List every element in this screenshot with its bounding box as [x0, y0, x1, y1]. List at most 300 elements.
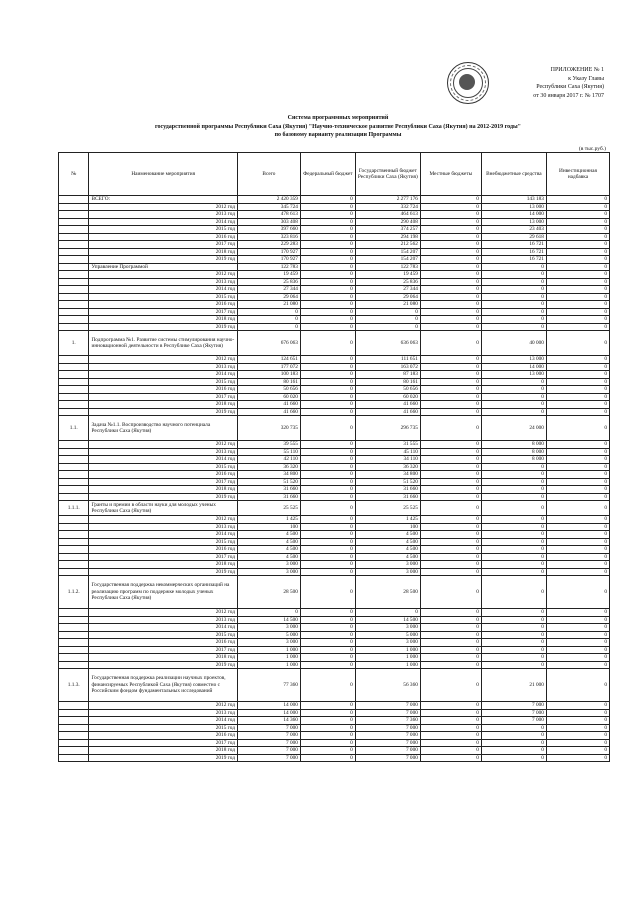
- cell-total: 14 000: [237, 702, 300, 710]
- cell-total: 100 183: [237, 371, 300, 379]
- table-row: [59, 371, 610, 379]
- table-row: [59, 631, 610, 639]
- cell-local: 0: [420, 568, 481, 576]
- table-row: [59, 248, 610, 256]
- cell-federal: 0: [300, 286, 355, 294]
- cell-name: 2014 год: [89, 371, 237, 379]
- cell-extra: 0: [481, 609, 546, 617]
- cell-extra: 0: [481, 301, 546, 309]
- cell-invest: 0: [546, 616, 609, 624]
- cell-name: 2017 год: [89, 646, 237, 654]
- cell-local: 0: [420, 747, 481, 755]
- cell-state: 5 000: [355, 631, 420, 639]
- cell-invest: 0: [546, 568, 609, 576]
- cell-extra: 0: [481, 561, 546, 569]
- cell-name: 2014 год: [89, 456, 237, 464]
- cell-invest: 0: [546, 516, 609, 524]
- col-header-local: Местные бюджеты: [420, 153, 481, 196]
- cell-invest: 0: [546, 378, 609, 386]
- cell-total: 4 500: [237, 531, 300, 539]
- cell-invest: 0: [546, 218, 609, 226]
- col-header-invest: Инвестиционная надбавка: [546, 153, 609, 196]
- cell-federal: 0: [300, 546, 355, 554]
- cell-code: [59, 211, 89, 219]
- cell-code: [59, 616, 89, 624]
- appendix-line: ПРИЛОЖЕНИЕ № 1: [550, 67, 604, 73]
- cell-total: 3 000: [237, 624, 300, 632]
- table-row: [59, 271, 610, 279]
- cell-state: 122 783: [355, 263, 420, 271]
- cell-federal: 0: [300, 747, 355, 755]
- cell-code: 1.1.3.: [59, 669, 89, 702]
- cell-name: 2012 год: [89, 609, 237, 617]
- cell-federal: 0: [300, 356, 355, 364]
- cell-name: 2016 год: [89, 386, 237, 394]
- cell-total: 177 072: [237, 363, 300, 371]
- cell-name: 2013 год: [89, 211, 237, 219]
- cell-local: 0: [420, 196, 481, 204]
- cell-local: 0: [420, 709, 481, 717]
- cell-invest: 0: [546, 661, 609, 669]
- table-row: [59, 301, 610, 309]
- cell-total: 4 500: [237, 546, 300, 554]
- cell-code: [59, 378, 89, 386]
- cell-federal: 0: [300, 441, 355, 449]
- cell-extra: 29 618: [481, 233, 546, 241]
- cell-code: [59, 732, 89, 740]
- cell-name: 2013 год: [89, 616, 237, 624]
- table-row: [59, 739, 610, 747]
- cell-federal: 0: [300, 278, 355, 286]
- cell-state: 3 000: [355, 639, 420, 647]
- table-row: [59, 486, 610, 494]
- cell-total: 31 660: [237, 486, 300, 494]
- cell-total: 41 660: [237, 401, 300, 409]
- cell-local: 0: [420, 393, 481, 401]
- cell-invest: 0: [546, 286, 609, 294]
- cell-state: 4 500: [355, 531, 420, 539]
- cell-extra: 13 000: [481, 203, 546, 211]
- cell-local: 0: [420, 523, 481, 531]
- cell-code: [59, 561, 89, 569]
- cell-federal: 0: [300, 271, 355, 279]
- table-body: [59, 196, 610, 762]
- cell-invest: 0: [546, 646, 609, 654]
- cell-local: 0: [420, 456, 481, 464]
- cell-total: 80 161: [237, 378, 300, 386]
- cell-state: 0: [355, 323, 420, 331]
- cell-invest: 0: [546, 639, 609, 647]
- cell-invest: 0: [546, 331, 609, 356]
- table-row: [59, 576, 610, 609]
- cell-state: 0: [355, 308, 420, 316]
- cell-state: 34 110: [355, 456, 420, 464]
- cell-local: 0: [420, 478, 481, 486]
- cell-state: 296 735: [355, 416, 420, 441]
- cell-code: [59, 301, 89, 309]
- cell-federal: 0: [300, 301, 355, 309]
- cell-state: 87 183: [355, 371, 420, 379]
- cell-state: 31 660: [355, 486, 420, 494]
- cell-code: [59, 463, 89, 471]
- cell-extra: 13 000: [481, 218, 546, 226]
- cell-code: 1.1.: [59, 416, 89, 441]
- cell-extra: 14 000: [481, 363, 546, 371]
- table-row: [59, 441, 610, 449]
- cell-total: 34 800: [237, 471, 300, 479]
- cell-local: 0: [420, 538, 481, 546]
- cell-invest: 0: [546, 448, 609, 456]
- cell-name: 2016 год: [89, 639, 237, 647]
- cell-extra: 0: [481, 523, 546, 531]
- cell-name: 2019 год: [89, 323, 237, 331]
- cell-local: 0: [420, 278, 481, 286]
- table-row: [59, 516, 610, 524]
- cell-federal: 0: [300, 456, 355, 464]
- cell-name: Государственная поддержка реализации научных проектов, финансируемых Республикой Саха (Якутия) совместно с Российским фондом фундаментальных исследований: [89, 669, 237, 702]
- table-row: [59, 356, 610, 364]
- table-row: [59, 478, 610, 486]
- cell-extra: 7 000: [481, 717, 546, 725]
- cell-total: 1 000: [237, 654, 300, 662]
- cell-local: 0: [420, 386, 481, 394]
- cell-code: [59, 371, 89, 379]
- cell-state: 0: [355, 609, 420, 617]
- cell-local: 0: [420, 401, 481, 409]
- table-row: [59, 501, 610, 516]
- cell-name: 2013 год: [89, 523, 237, 531]
- cell-invest: 0: [546, 371, 609, 379]
- cell-state: 45 110: [355, 448, 420, 456]
- cell-local: 0: [420, 724, 481, 732]
- cell-name: 2018 год: [89, 747, 237, 755]
- cell-name: 2012 год: [89, 702, 237, 710]
- col-header-state: Государственный бюджет Республики Саха (Якутия): [355, 153, 420, 196]
- cell-federal: 0: [300, 568, 355, 576]
- cell-local: 0: [420, 301, 481, 309]
- table-row: [59, 754, 610, 762]
- cell-name: 2017 год: [89, 241, 237, 249]
- cell-extra: 0: [481, 401, 546, 409]
- cell-invest: 0: [546, 226, 609, 234]
- cell-total: 36 320: [237, 463, 300, 471]
- cell-code: 1.1.2.: [59, 576, 89, 609]
- cell-state: 0: [355, 316, 420, 324]
- cell-invest: 0: [546, 471, 609, 479]
- cell-federal: 0: [300, 196, 355, 204]
- cell-state: 163 072: [355, 363, 420, 371]
- cell-code: [59, 316, 89, 324]
- cell-extra: 0: [481, 631, 546, 639]
- table-row: [59, 646, 610, 654]
- cell-extra: 0: [481, 278, 546, 286]
- cell-federal: 0: [300, 386, 355, 394]
- cell-code: [59, 363, 89, 371]
- cell-extra: 0: [481, 271, 546, 279]
- table-row: [59, 226, 610, 234]
- cell-state: 1 000: [355, 654, 420, 662]
- cell-federal: 0: [300, 531, 355, 539]
- cell-extra: 8 000: [481, 441, 546, 449]
- cell-code: [59, 739, 89, 747]
- cell-invest: 0: [546, 196, 609, 204]
- cell-state: 7 000: [355, 739, 420, 747]
- table-row: [59, 724, 610, 732]
- cell-federal: 0: [300, 408, 355, 416]
- cell-local: 0: [420, 646, 481, 654]
- cell-local: 0: [420, 203, 481, 211]
- cell-local: 0: [420, 631, 481, 639]
- cell-code: [59, 631, 89, 639]
- cell-local: 0: [420, 233, 481, 241]
- cell-code: [59, 233, 89, 241]
- cell-total: 31 660: [237, 493, 300, 501]
- cell-local: 0: [420, 256, 481, 264]
- cell-state: 294 198: [355, 233, 420, 241]
- cell-code: [59, 218, 89, 226]
- cell-federal: 0: [300, 523, 355, 531]
- cell-federal: 0: [300, 308, 355, 316]
- cell-code: [59, 724, 89, 732]
- cell-local: 0: [420, 501, 481, 516]
- cell-name: Подпрограмма №1. Развитие системы стимулирования научно-инновационной деятельности в Республике Саха (Якутия): [89, 331, 237, 356]
- cell-federal: 0: [300, 561, 355, 569]
- cell-total: 0: [237, 308, 300, 316]
- table-row: [59, 747, 610, 755]
- cell-name: 2018 год: [89, 401, 237, 409]
- appendix-line: к Указу Главы: [568, 75, 604, 82]
- cell-total: 55 110: [237, 448, 300, 456]
- cell-code: [59, 568, 89, 576]
- cell-extra: 16 721: [481, 248, 546, 256]
- cell-invest: 0: [546, 501, 609, 516]
- cell-name: 2016 год: [89, 233, 237, 241]
- cell-code: [59, 654, 89, 662]
- cell-federal: 0: [300, 316, 355, 324]
- cell-state: 111 651: [355, 356, 420, 364]
- table-row: [59, 293, 610, 301]
- cell-total: 5 000: [237, 631, 300, 639]
- appendix-note: [533, 66, 604, 100]
- cell-state: 80 161: [355, 378, 420, 386]
- cell-federal: 0: [300, 538, 355, 546]
- cell-federal: 0: [300, 493, 355, 501]
- cell-name: 2013 год: [89, 278, 237, 286]
- cell-invest: 0: [546, 493, 609, 501]
- cell-federal: 0: [300, 724, 355, 732]
- cell-total: 77 360: [237, 669, 300, 702]
- cell-name: 2015 год: [89, 378, 237, 386]
- cell-local: 0: [420, 271, 481, 279]
- cell-total: 25 525: [237, 501, 300, 516]
- cell-local: 0: [420, 323, 481, 331]
- cell-invest: 0: [546, 754, 609, 762]
- cell-code: [59, 226, 89, 234]
- cell-state: 212 562: [355, 241, 420, 249]
- cell-federal: 0: [300, 732, 355, 740]
- table-row: [59, 378, 610, 386]
- table-row: [59, 523, 610, 531]
- cell-invest: 0: [546, 654, 609, 662]
- cell-total: 7 000: [237, 754, 300, 762]
- cell-total: 28 500: [237, 576, 300, 609]
- cell-total: 124 651: [237, 356, 300, 364]
- table-row: [59, 263, 610, 271]
- cell-total: 122 783: [237, 263, 300, 271]
- cell-name: 2015 год: [89, 293, 237, 301]
- cell-local: 0: [420, 661, 481, 669]
- cell-name: 2014 год: [89, 624, 237, 632]
- cell-total: 170 927: [237, 248, 300, 256]
- table-row: [59, 709, 610, 717]
- cell-local: 0: [420, 702, 481, 710]
- cell-local: 0: [420, 316, 481, 324]
- cell-code: [59, 308, 89, 316]
- title-line: Система программных мероприятий: [287, 115, 389, 121]
- table-row: [59, 408, 610, 416]
- cell-state: 51 520: [355, 478, 420, 486]
- cell-code: [59, 203, 89, 211]
- cell-local: 0: [420, 211, 481, 219]
- cell-code: [59, 523, 89, 531]
- cell-name: 2017 год: [89, 393, 237, 401]
- table-header-row: [59, 153, 610, 196]
- cell-invest: 0: [546, 531, 609, 539]
- cell-total: 41 660: [237, 408, 300, 416]
- cell-code: [59, 531, 89, 539]
- cell-total: 0: [237, 609, 300, 617]
- cell-invest: 0: [546, 463, 609, 471]
- cell-name: 2019 год: [89, 754, 237, 762]
- cell-local: 0: [420, 248, 481, 256]
- cell-code: [59, 538, 89, 546]
- cell-code: [59, 271, 89, 279]
- cell-extra: 0: [481, 286, 546, 294]
- cell-code: [59, 624, 89, 632]
- cell-name: Гранты и премии в области науки для молодых ученых Республики Саха (Якутия): [89, 501, 237, 516]
- cell-name: 2018 год: [89, 561, 237, 569]
- cell-state: 50 656: [355, 386, 420, 394]
- cell-extra: 0: [481, 263, 546, 271]
- cell-total: 229 283: [237, 241, 300, 249]
- cell-total: 7 000: [237, 739, 300, 747]
- cell-code: 1.: [59, 331, 89, 356]
- cell-invest: 0: [546, 538, 609, 546]
- cell-state: 34 800: [355, 471, 420, 479]
- col-header-federal: Федеральный бюджет: [300, 153, 355, 196]
- cell-local: 0: [420, 561, 481, 569]
- cell-total: 39 555: [237, 441, 300, 449]
- cell-state: 7 000: [355, 724, 420, 732]
- cell-invest: 0: [546, 278, 609, 286]
- cell-extra: 0: [481, 538, 546, 546]
- cell-total: 3 000: [237, 568, 300, 576]
- cell-federal: 0: [300, 616, 355, 624]
- cell-total: 7 000: [237, 747, 300, 755]
- cell-local: 0: [420, 286, 481, 294]
- cell-invest: 0: [546, 441, 609, 449]
- cell-federal: 0: [300, 709, 355, 717]
- cell-federal: 0: [300, 293, 355, 301]
- table-row: [59, 561, 610, 569]
- cell-extra: 7 000: [481, 702, 546, 710]
- cell-local: 0: [420, 732, 481, 740]
- cell-code: [59, 401, 89, 409]
- cell-extra: 0: [481, 386, 546, 394]
- table-row: [59, 463, 610, 471]
- cell-code: [59, 646, 89, 654]
- cell-code: [59, 196, 89, 204]
- cell-local: 0: [420, 441, 481, 449]
- cell-invest: 0: [546, 486, 609, 494]
- cell-state: 3 000: [355, 561, 420, 569]
- cell-invest: 0: [546, 248, 609, 256]
- cell-name: 2013 год: [89, 709, 237, 717]
- cell-invest: 0: [546, 747, 609, 755]
- cell-extra: 0: [481, 463, 546, 471]
- cell-local: 0: [420, 739, 481, 747]
- cell-state: 7 360: [355, 717, 420, 725]
- cell-local: 0: [420, 654, 481, 662]
- cell-local: 0: [420, 531, 481, 539]
- cell-extra: 8 000: [481, 448, 546, 456]
- cell-invest: 0: [546, 609, 609, 617]
- cell-code: [59, 493, 89, 501]
- cell-name: 2012 год: [89, 516, 237, 524]
- col-header-name: Наименование мероприятия: [89, 153, 237, 196]
- cell-local: 0: [420, 486, 481, 494]
- cell-extra: 0: [481, 316, 546, 324]
- cell-total: 42 110: [237, 456, 300, 464]
- cell-extra: 0: [481, 576, 546, 609]
- cell-extra: 21 000: [481, 669, 546, 702]
- cell-name: 2014 год: [89, 531, 237, 539]
- cell-federal: 0: [300, 393, 355, 401]
- cell-code: [59, 471, 89, 479]
- cell-federal: 0: [300, 631, 355, 639]
- cell-local: 0: [420, 408, 481, 416]
- cell-state: 3 000: [355, 624, 420, 632]
- cell-invest: 0: [546, 732, 609, 740]
- cell-extra: 13 000: [481, 371, 546, 379]
- table-row: [59, 448, 610, 456]
- unit-label: (в тыс.руб.): [578, 146, 606, 152]
- cell-state: 3 000: [355, 568, 420, 576]
- title-line: государственной программы Республики Саха (Якутия) "Научно-техническое развитие Республики Саха (Якутия) на 2012-2019 годы": [154, 123, 522, 130]
- cell-code: [59, 553, 89, 561]
- cell-federal: 0: [300, 233, 355, 241]
- table-row: [59, 553, 610, 561]
- cell-name: 2014 год: [89, 286, 237, 294]
- cell-total: 170 927: [237, 256, 300, 264]
- cell-extra: 14 000: [481, 211, 546, 219]
- cell-code: [59, 546, 89, 554]
- cell-extra: 24 000: [481, 416, 546, 441]
- table-row: [59, 211, 610, 219]
- cell-extra: 0: [481, 516, 546, 524]
- cell-local: 0: [420, 576, 481, 609]
- cell-local: 0: [420, 356, 481, 364]
- cell-extra: 0: [481, 732, 546, 740]
- cell-federal: 0: [300, 516, 355, 524]
- cell-extra: 143 183: [481, 196, 546, 204]
- cell-invest: 0: [546, 386, 609, 394]
- cell-federal: 0: [300, 378, 355, 386]
- table-row: [59, 286, 610, 294]
- cell-extra: 0: [481, 553, 546, 561]
- cell-local: 0: [420, 218, 481, 226]
- appendix-line: от 30 января 2017 г. № 1707: [533, 92, 604, 99]
